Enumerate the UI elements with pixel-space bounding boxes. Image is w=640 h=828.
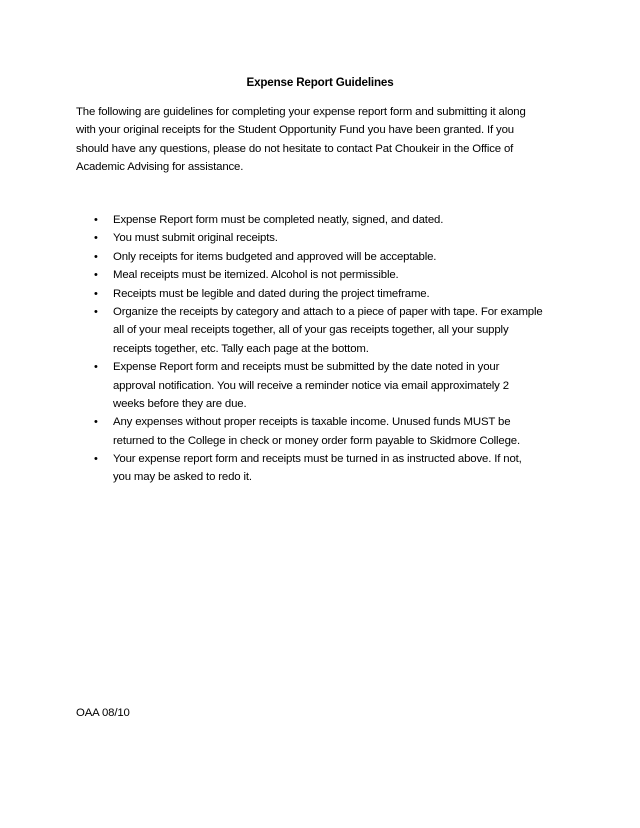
list-item	[76, 266, 543, 284]
intro-line: with your original receipts for the Student Opportunity Fund you have been granted. If you	[76, 124, 514, 137]
bullet-icon: •	[94, 305, 98, 318]
bullet-icon: •	[94, 453, 98, 466]
intro-line: Academic Advising for assistance.	[76, 161, 244, 174]
list-item-text: you may be asked to redo it.	[113, 471, 252, 484]
footer-code: OAA 08/10	[76, 707, 130, 719]
bullet-icon: •	[94, 232, 98, 245]
intro-line: should have any questions, please do not hesitate to contact Pat Choukeir in the Office of	[76, 142, 514, 155]
bullet-icon: •	[94, 287, 98, 300]
list-item-text: Only receipts for items budgeted and approved will be acceptable.	[113, 250, 437, 263]
list-item-text: Receipts must be legible and dated during the project timeframe.	[113, 287, 430, 300]
list-item	[76, 248, 543, 266]
list-item	[76, 450, 543, 487]
list-item-text: weeks before they are due.	[113, 397, 247, 410]
list-item-text: Any expenses without proper receipts is taxable income. Unused funds MUST be	[113, 416, 511, 429]
bullet-icon: •	[94, 250, 98, 263]
guidelines-list	[76, 211, 543, 487]
list-item-text: You must submit original receipts.	[113, 232, 278, 245]
list-item-text: approval notification. You will receive a reminder notice via email approximately 2	[113, 379, 509, 392]
list-item	[76, 211, 543, 229]
list-item	[76, 285, 543, 303]
list-item-text: Expense Report form and receipts must be submitted by the date noted in your	[113, 361, 500, 374]
bullet-icon: •	[94, 269, 98, 282]
list-item-text: receipts together, etc. Tally each page at the bottom.	[113, 342, 369, 355]
list-item	[76, 303, 543, 358]
intro-line: The following are guidelines for completing your expense report form and submitting it along	[76, 106, 526, 118]
page-title: Expense Report Guidelines	[246, 76, 394, 89]
list-item-text: Expense Report form must be completed neatly, signed, and dated.	[113, 214, 444, 226]
intro-paragraph	[76, 103, 526, 177]
bullet-icon: •	[94, 214, 98, 226]
list-item	[76, 229, 543, 247]
list-item-text: Meal receipts must be itemized. Alcohol is not permissible.	[113, 269, 399, 282]
list-item-text: Organize the receipts by category and attach to a piece of paper with tape. For example	[113, 305, 543, 318]
list-item-text: Your expense report form and receipts must be turned in as instructed above. If not,	[113, 453, 522, 466]
list-item-text: returned to the College in check or money order form payable to Skidmore College.	[113, 434, 520, 447]
list-item-text: all of your meal receipts together, all of your gas receipts together, all your supply	[113, 324, 509, 337]
bullet-icon: •	[94, 361, 98, 374]
list-item	[76, 358, 543, 413]
bullet-icon: •	[94, 416, 98, 429]
list-item	[76, 413, 543, 450]
